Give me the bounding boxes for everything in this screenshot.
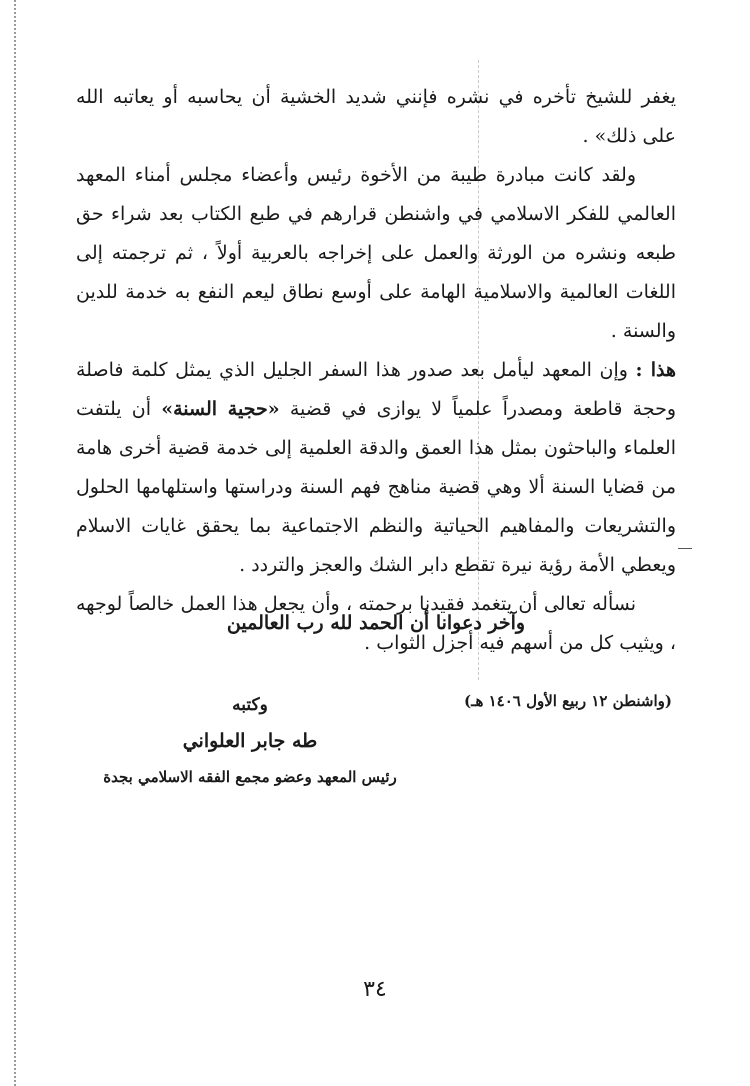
signature-title: رئيس المعهد وعضو مجمع الفقه الاسلامي بجدة: [103, 768, 397, 786]
margin-dotted-line: [14, 0, 16, 1086]
signature-name: طه جابر العلواني: [182, 730, 318, 752]
place-date: (واشنطن ١٢ ربيع الأول ١٤٠٦ هـ): [463, 692, 672, 710]
scan-stray-mark: [678, 548, 692, 549]
paragraph-1: يغفر للشيخ تأخره في نشره فإنني شديد الخشية أن يحاسبه أو يعاتبه الله على ذلك» .: [76, 86, 676, 147]
page-number: ٣٤: [363, 977, 387, 1002]
signature-wrote: وكتبه: [232, 695, 268, 715]
signature-block: [90, 688, 410, 794]
paragraph-3-text-a: وإن المعهد ليأمل بعد صدور هذا السفر الجليل الذي يمثل كلمة فاصلة وحجة قاطعة ومصدراً علمياً لا يوازى في قضية: [76, 359, 677, 420]
paragraph-2: ولقد كانت مبادرة طيبة من الأخوة رئيس وأعضاء مجلس أمناء المعهد العالمي للفكر الاسلامي في واشنطن قرارهم في طبع الكتاب بعد شراء حق طبعه ونشره من الورثة والعمل على إخراجه بالعربية أولاً ، ثم ترجمته إلى اللغات العالمية والاسلامية الهامة على أوسع نطاق ليعم النفع به خدمة للدين والسنة .: [76, 164, 676, 342]
closing-prayer: وآخر دعوانا أن الحمد لله رب العالمين: [226, 612, 526, 634]
paragraph-3-lead: هذا :: [635, 359, 676, 381]
body-text: [76, 78, 676, 663]
paragraph-3-text-b: أن يلتفت العلماء والباحثون بمثل هذا العمق والدقة العلمية إلى خدمة قضية أخرى هامة من قضايا السنة ألا وهي قضية مناهج فهم السنة ودراستها واستلهامها الحلول والتشريعات والمفاهيم الحياتية والنظم الاجتماعية بما يحقق غايات الاسلام ويعطي الأمة رؤية نيرة تقطع دابر الشك والعجز والتردد .: [76, 398, 676, 576]
sunnah-authority-term: «حجية السنة»: [161, 398, 280, 420]
paragraph-3: [76, 351, 676, 585]
paragraph-4: نسأله تعالى أن يتغمد فقيدنا برحمته ، وأن يجعل هذا العمل خالصاً لوجهه ، ويثيب كل من أسهم فيه أجزل الثواب .: [76, 593, 676, 654]
